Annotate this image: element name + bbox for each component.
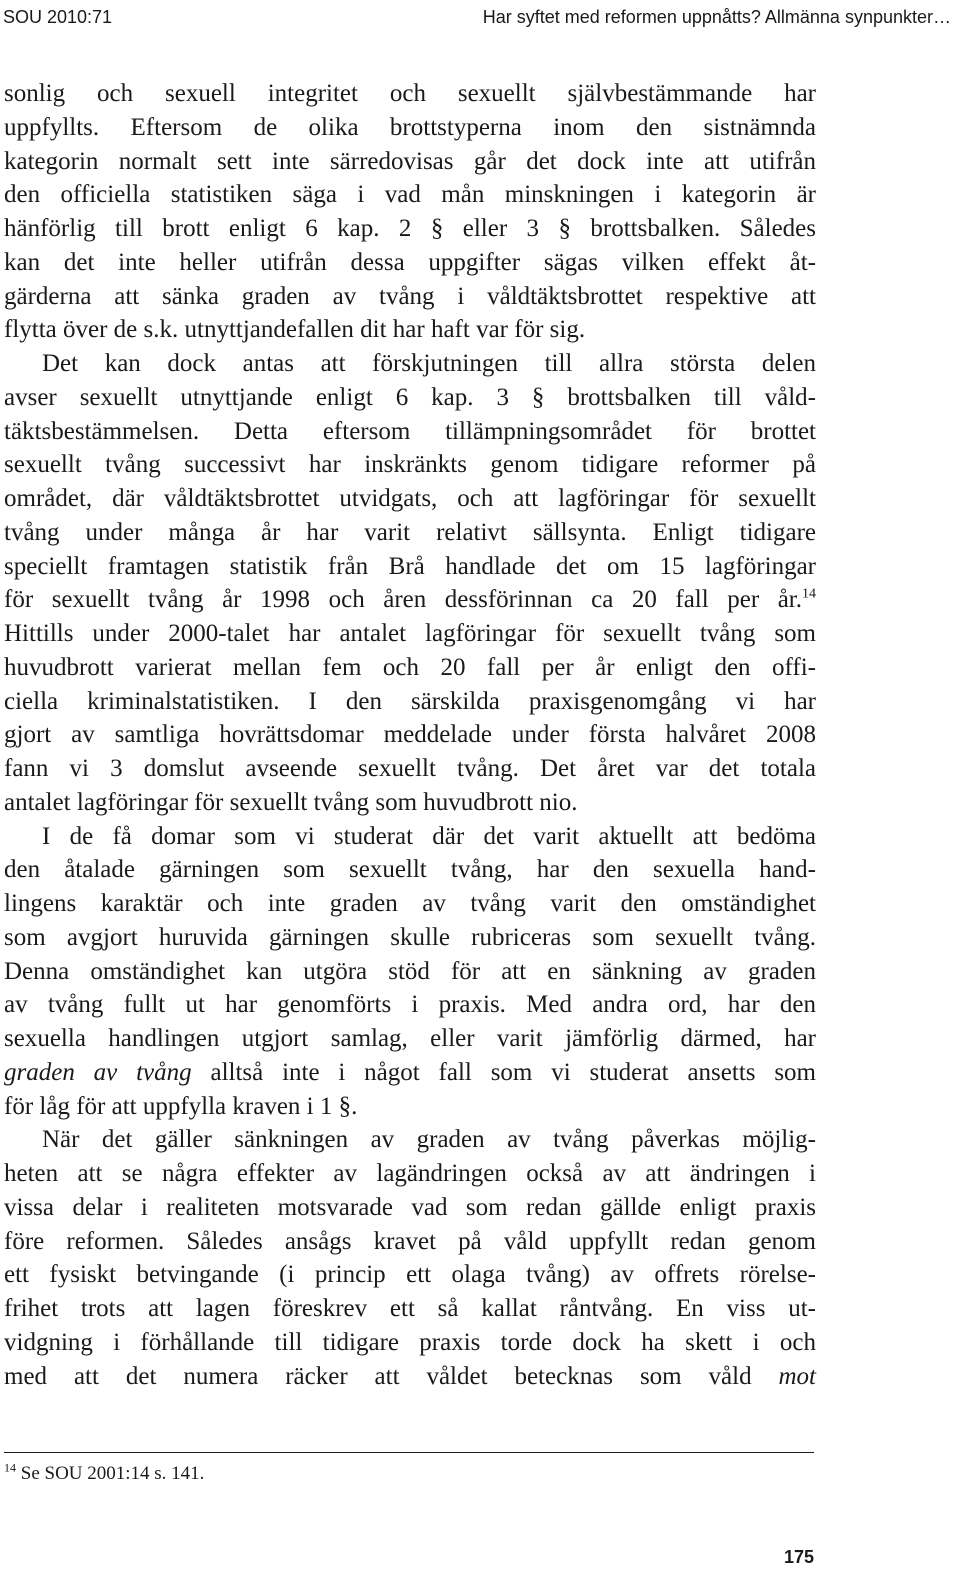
text-line: huvudbrott varierat mellan fem och 20 fall per år enligt den offi-: [4, 653, 816, 681]
text-line: sexuellt tvång successivt har inskränkts genom tidigare reformer på: [4, 451, 816, 479]
text-line: [4, 583, 816, 617]
text-line: ciella kriminalstatistiken. I den särskilda praxisgenomgång vi har: [4, 687, 816, 715]
text-line: När det gäller sänkningen av graden av tvång påverkas möjlig-: [42, 1126, 816, 1154]
text-line-content: för sexuellt tvång år 1998 och åren dessförinnan ca 20 fall per år.: [4, 586, 802, 614]
text-line: ett fysiskt betvingande (i princip ett olaga tvång) av offrets rörelse-: [4, 1261, 816, 1289]
text-line: Hittills under 2000-talet har antalet lagföringar för sexuellt tvång som: [4, 620, 816, 647]
text-line: I de få domar som vi studerat där det varit aktuellt att bedöma: [42, 822, 816, 850]
text-line: den åtalade gärningen som sexuellt tvång, har den sexuella hand-: [4, 856, 816, 884]
text-line: uppfyllts. Eftersom de olika brottstyperna inom den sistnämnda: [4, 113, 816, 141]
text-line-content: alltså inte i något fall som vi studerat ansetts som: [210, 1058, 817, 1086]
footnote-reference: 14: [802, 586, 816, 602]
running-header-left: SOU 2010:71: [3, 7, 113, 27]
text-line: som avgjort huruvida gärningen skulle rubriceras som sexuellt tvång.: [4, 923, 816, 951]
text-line: gjort av samtliga hovrättsdomar meddelade under första halvåret 2008: [4, 721, 816, 749]
footnote-separator: [4, 1452, 814, 1453]
text-line: hänförlig till brott enligt 6 kap. 2 § eller 3 § brottsbalken. Således: [4, 215, 816, 242]
text-line: kategorin normalt sett inte särredovisas går det dock inte att utifrån: [4, 147, 816, 175]
text-line: flytta över de s.k. utnyttjandefallen dit har haft var för sig.: [4, 316, 586, 344]
text-line: Denna omständighet kan utgöra stöd för att en sänkning av graden: [4, 957, 816, 985]
text-line: vissa delar i realiteten motsvarade vad som redan gällde enligt praxis: [4, 1193, 816, 1221]
footnote: [4, 1462, 204, 1486]
italic-emphasis: mot: [778, 1362, 816, 1390]
body-text: [4, 77, 816, 1393]
text-line: vidgning i förhållande till tidigare praxis torde dock ha skett i och: [4, 1328, 816, 1356]
text-line: den officiella statistiken säga i vad mån minskningen i kategorin är: [4, 181, 816, 209]
text-line: sonlig och sexuell integritet och sexuellt självbestämmande har: [4, 80, 816, 107]
text-line: före reformen. Således ansågs kravet på våld uppfyllt redan genom: [4, 1227, 816, 1255]
italic-emphasis: graden av tvång: [4, 1058, 192, 1086]
footnote-number: 14: [4, 1460, 16, 1475]
text-line: kan det inte heller utifrån dessa uppgifter sägas vilken effekt åt-: [4, 248, 816, 276]
text-line: avser sexuellt utnyttjande enligt 6 kap. 3 § brottsbalken till våld-: [4, 383, 816, 411]
text-line: området, där våldtäktsbrottet utvidgats, och att lagföringar för sexuellt: [4, 485, 816, 512]
text-line: speciellt framtagen statistik från Brå handlade det om 15 lagföringar: [4, 552, 816, 580]
text-line: sexuella handlingen utgjort samlag, eller varit jämförlig därmed, har: [4, 1025, 816, 1052]
text-line: gärderna att sänka graden av tvång i våldtäktsbrottet respektive att: [4, 282, 816, 310]
footnote-text: Se SOU 2001:14 s. 141.: [20, 1463, 205, 1484]
text-line-content: med att det numera räcker att våldet betecknas som våld: [4, 1362, 752, 1390]
text-line: [4, 1056, 816, 1090]
text-line: av tvång fullt ut har genomförts i praxis. Med andra ord, har den: [4, 991, 816, 1019]
text-line: tvång under många år har varit relativt sällsynta. Enligt tidigare: [4, 518, 816, 546]
text-line: lingens karaktär och inte graden av tvång varit den omständighet: [4, 890, 816, 917]
text-line: antalet lagföringar för sexuellt tvång som huvudbrott nio.: [4, 788, 578, 816]
text-line: täktsbestämmelsen. Detta eftersom tillämpningsområdet för brottet: [4, 417, 816, 445]
text-line: frihet trots att lagen föreskrev ett så kallat råntvång. En viss ut-: [4, 1295, 816, 1322]
page-number: 175: [783, 1547, 814, 1567]
text-line: heten att se några effekter av lagändringen också av att ändringen i: [4, 1160, 816, 1187]
text-line: [4, 1360, 816, 1394]
text-line: fann vi 3 domslut avseende sexuellt tvång. Det året var det totala: [4, 755, 816, 782]
text-line: Det kan dock antas att förskjutningen till allra största delen: [42, 350, 816, 377]
running-header-right: Har syftet med reformen uppnåtts? Allmänna synpunkter…: [482, 7, 951, 27]
text-line: för låg för att uppfylla kraven i 1 §.: [4, 1092, 358, 1120]
